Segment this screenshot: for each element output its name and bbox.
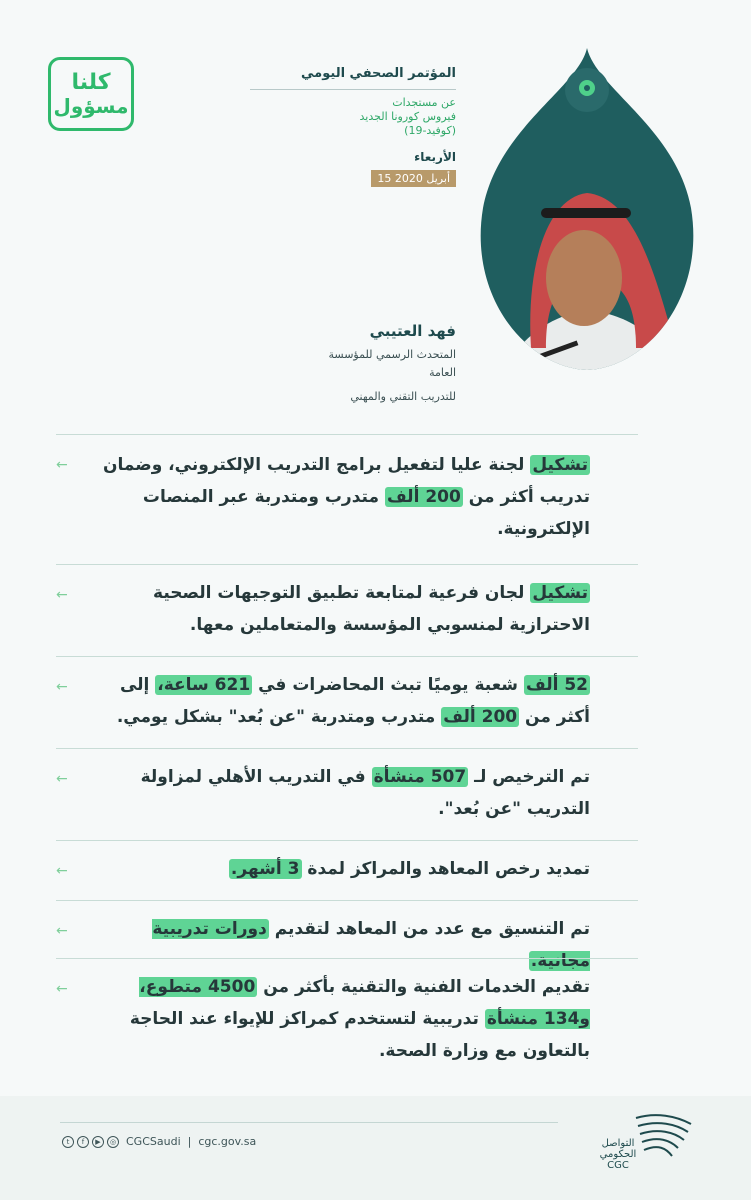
key-point	[56, 748, 638, 840]
key-point-text	[56, 853, 638, 885]
youtube-icon[interactable]: ▶	[92, 1136, 104, 1148]
subtitle-line2: فيروس كورونا الجديد	[359, 110, 456, 123]
speaker-role-line1: المتحدث الرسمي للمؤسسة العامة	[328, 348, 456, 379]
arrow-left-icon: ←	[56, 923, 68, 939]
key-point-text	[56, 449, 638, 545]
key-point	[56, 840, 638, 900]
campaign-logo	[48, 57, 134, 131]
highlight: تشكيل	[532, 455, 588, 475]
cgc-line1: التواصل	[601, 1138, 635, 1149]
key-point	[56, 958, 638, 1088]
text-span: تدريبية لتستخدم كمراكز للإيواء عند الحاجة بالتعاون مع وزارة الصحة.	[129, 1009, 590, 1061]
text-span: تم الترخيص لـ	[468, 767, 590, 787]
highlight: 52 ألف	[525, 675, 588, 695]
weekday-label: الأربعاء	[414, 150, 456, 164]
text-span: تقديم الخدمات الفنية والتقنية بأكثر من	[257, 977, 590, 997]
speaker-name: فهد العتيبي	[369, 322, 456, 340]
portrait-frame	[476, 48, 698, 390]
subtitle-line3: (كوفيد-19)	[404, 124, 456, 137]
speaker-role-line2: للتدريب التقني والمهني	[350, 390, 456, 403]
text-span: شعبة يوميًا تبث المحاضرات في	[252, 675, 524, 695]
highlight: دورات تدريبية مجانية.	[152, 919, 590, 971]
campaign-logo-line1: كلنا	[71, 70, 111, 95]
cgc-wordmark	[596, 1138, 640, 1171]
highlight: تشكيل	[532, 583, 588, 603]
key-point-text	[56, 577, 638, 641]
footer-divider	[60, 1122, 558, 1123]
arrow-left-icon: ←	[56, 981, 68, 997]
cgc-line3: CGC	[607, 1160, 629, 1171]
highlight: 621 ساعة،	[157, 675, 251, 695]
speaker-portrait	[476, 48, 698, 390]
text-span: لجان فرعية لمتابعة تطبيق التوجيهات الصحية الاحترازية لمنسوبي المؤسسة والمتعاملين معها.	[153, 583, 590, 635]
twitter-icon[interactable]: t	[62, 1136, 74, 1148]
date-badge: 15 أبريل 2020	[371, 170, 456, 187]
key-point	[56, 434, 638, 564]
key-point	[56, 656, 638, 748]
text-span: تمديد رخص المعاهد والمراكز لمدة	[301, 859, 590, 879]
key-point	[56, 900, 638, 971]
cgc-line2: الحكومي	[599, 1149, 637, 1160]
text-span: إلى أكثر من	[119, 675, 590, 727]
text-span: متدرب ومتدربة "عن بُعد" بشكل يومي.	[116, 707, 442, 727]
arrow-left-icon: ←	[56, 863, 68, 879]
text-span: تم التنسيق مع عدد من المعاهد لتقديم	[268, 919, 590, 939]
key-point-text	[56, 971, 638, 1067]
conference-title: المؤتمر الصحفي اليومي	[301, 66, 456, 81]
text-span: متدرب ومتدربة عبر المنصات الإلكترونية.	[142, 487, 590, 539]
subtitle-line1: عن مستجدات	[392, 96, 456, 109]
highlight: 507 منشأة	[373, 767, 467, 787]
footer-separator: |	[187, 1135, 192, 1148]
key-point-text	[56, 761, 638, 825]
instagram-icon[interactable]: ◎	[107, 1136, 119, 1148]
text-span: لجنة عليا لتفعيل برامج التدريب الإلكتروني، وضمان تدريب أكثر من	[102, 455, 590, 507]
speaker-info	[300, 322, 456, 406]
key-points-list	[56, 434, 638, 1088]
highlight: 200 ألف	[443, 707, 518, 727]
header-divider	[250, 89, 456, 90]
key-point-text	[56, 669, 638, 733]
footer-social	[62, 1135, 256, 1148]
campaign-logo-line2: مسؤول	[53, 94, 129, 118]
text-span: في التدريب الأهلي لمزاولة التدريب "عن بُعد".	[140, 767, 590, 819]
social-handle[interactable]: CGCSaudi	[126, 1135, 181, 1148]
arrow-left-icon: ←	[56, 771, 68, 787]
arrow-left-icon: ←	[56, 679, 68, 695]
conference-header	[250, 66, 456, 187]
highlight: 200 ألف	[386, 487, 461, 507]
facebook-icon[interactable]: f	[77, 1136, 89, 1148]
key-point	[56, 564, 638, 656]
website-link[interactable]: cgc.gov.sa	[198, 1135, 257, 1148]
arrow-left-icon: ←	[56, 457, 68, 473]
highlight: 3 أشهر.	[230, 859, 300, 879]
arrow-left-icon: ←	[56, 587, 68, 603]
highlight: 4500 متطوع، و134 منشأة	[139, 977, 590, 1029]
